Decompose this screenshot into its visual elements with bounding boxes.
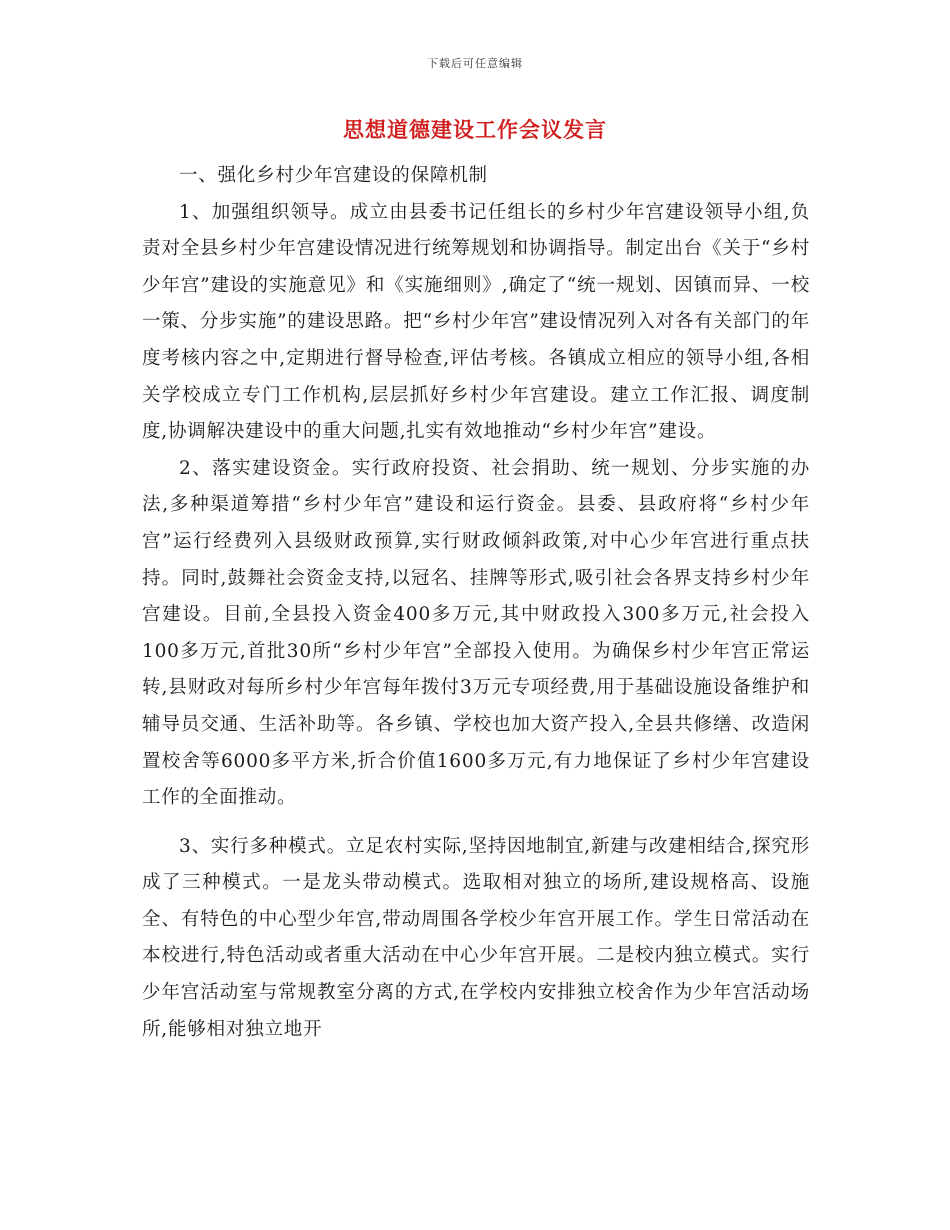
page-header-note: 下载后可任意编辑 [427, 57, 523, 70]
document-title: 思想道德建设工作会议发言 [343, 117, 607, 142]
section-heading-1: 一、强化乡村少年宫建设的保障机制 [179, 165, 488, 186]
paragraph-organization: 1、加强组织领导。成立由县委书记任组长的乡村少年宫建设领导小组,负责对全县乡村少年宫建设情况进行统筹规划和协调指导。制定出台《关于“乡村少年宫”建设的实施意见》和《实施细则》,确定了“统一规划、因镇而异、一校一策、分步实施”的建设思路。把“乡村少年宫”建设情况列入对各有关部门的年度考核内容之中,定期进行督导检查,评估考核。各镇成立相应的领导小组,各相关学校成立专门工作机构,层层抓好乡村少年宫建设。建立工作汇报、调度制度,协调解决建设中的重大问题,扎实有效地推动“乡村少年宫”建设。 [142, 201, 810, 443]
paragraph-funding: 2、落实建设资金。实行政府投资、社会捐助、统一规划、分步实施的办法,多种渠道筹措“乡村少年宫”建设和运行资金。县委、县政府将“乡村少年宫”运行经费列入县级财政预算,实行财政倾斜政策,对中心少年宫进行重点扶持。同时,鼓舞社会资金支持,以冠名、挂牌等形式,吸引社会各界支持乡村少年宫建设。目前,全县投入资金400多万元,其中财政投入300多万元,社会投入100多万元,首批30所“乡村少年宫”全部投入使用。为确保乡村少年宫正常运转,县财政对每所乡村少年宫每年拨付3万元专项经费,用于基础设施设备维护和辅导员交通、生活补助等。各乡镇、学校也加大资产投入,全县共修缮、改造闲置校舍等6000多平方米,折合价值1600多万元,有力地保证了乡村少年宫建设工作的全面推动。 [142, 457, 810, 809]
paragraph-models: 3、实行多种模式。立足农村实际,坚持因地制宜,新建与改建相结合,探究形成了三种模式。一是龙头带动模式。选取相对独立的场所,建设规格高、设施全、有特色的中心型少年宫,带动周围各学校少年宫开展工作。学生日常活动在本校进行,特色活动或者重大活动在中心少年宫开展。二是校内独立模式。实行少年宫活动室与常规教室分离的方式,在学校内安排独立校舍作为少年宫活动场所,能够相对独立地开 [142, 835, 810, 1040]
document-body [142, 158, 810, 1048]
